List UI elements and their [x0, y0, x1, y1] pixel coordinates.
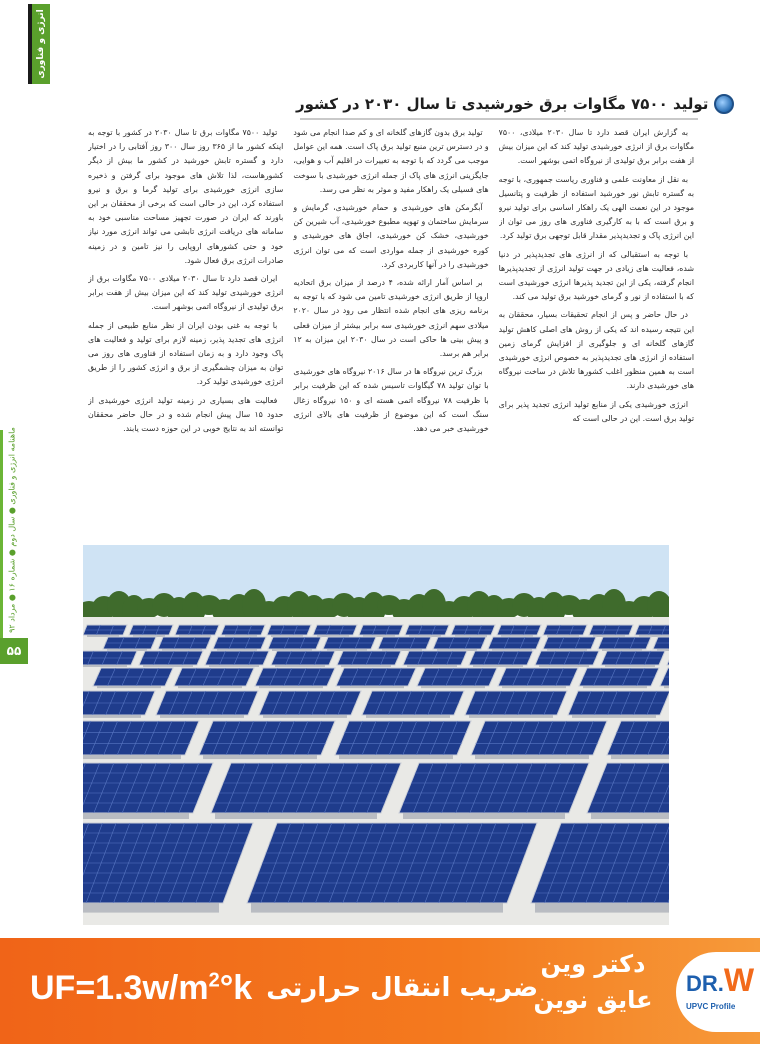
panel-mount — [83, 755, 181, 759]
section-tab — [28, 4, 50, 84]
panel-mount — [215, 813, 377, 819]
logo-dr: DR. — [686, 971, 724, 996]
drwin-logo — [676, 952, 760, 1032]
globe-icon — [714, 94, 734, 114]
panel-mount — [475, 755, 589, 759]
article-title: تولید ۷۵۰۰ مگاوات برق خورشیدی تا سال ۲۰۳۰ در کشور — [296, 95, 709, 113]
panel-mount — [178, 686, 242, 688]
uf-spec — [30, 958, 538, 1018]
solar-panel-illustration — [83, 545, 669, 925]
logo-w: W — [723, 962, 755, 998]
article-title-bar — [296, 92, 709, 116]
paragraph: بر اساس آمار ارائه شده، ۴ درصد از میزان برق اتحادیه اروپا از طریق انرژی خورشیدی تامین می شود که با توجه به برنامه ریزی های انجام شده انتظار می رود در سال ۲۰۲۰ میلادی سهم انرژی خورشیدی سه برابر بیشتر از میزان فعلی و پیش بینی ها حاکی است در سال ۲۰۳۰ این میزان به ۱۲ برابر هم برسد. — [293, 278, 489, 359]
panel-mount — [502, 686, 566, 688]
brand-name-fa — [518, 946, 668, 1018]
uf-prefix: UF=1.3w/m — [30, 968, 209, 1007]
paragraph: انرژی خورشیدی یکی از منابع تولید انرژی تجدید پذیر برای تولید برق است. این در حالی است که — [498, 399, 694, 423]
column-1 — [499, 126, 694, 536]
paragraph: به نقل از معاونت علمی و فناوری ریاست جمهوری، با توجه به گستره تابش نور خورشید استفاده از ظرفیت و پتانسیل موجود در این نعمت الهی یک راهکار اساسی برای تولید نیرو و برق است که با به کارگیری فناوری های روز می توان از این انرژی پاک و تجدیدپذیر مقدار قابل توجهی برق تولید کرد. — [498, 174, 694, 241]
uf-suffix: °k — [219, 968, 253, 1007]
panel-mount — [209, 665, 259, 667]
title-divider — [300, 118, 698, 120]
panel-mount — [83, 665, 127, 667]
paragraph: ایران قصد دارد تا سال ۲۰۳۰ میلادی ۷۵۰۰ مگاوات برق از انرژی خورشیدی تولید کند که این میزان بیش از هفت برابر برق تولیدی از نیروگاه اتمی بوشهر است. — [88, 274, 284, 312]
paragraph: با توجه به غنی بودن ایران از نظر منابع طبیعی از جمله انرژی های تجدید پذیر، زمینه لازم برای تولید و فعالیت های پاک وجود دارد و به زمان استفاده از فناوری های روز می توان به میزان چشمگیری از برق و انرژی کشور را از طریق انرژی خورشیدی تولید کرد. — [88, 320, 284, 387]
panel-mount — [469, 715, 553, 718]
issue-info: ماهنامه انرژی و فناوری ● سال دوم ● شماره ۱۶ ● مرداد ۹۲ — [7, 427, 17, 633]
paragraph: تولید برق بدون گازهای گلخانه ای و کم صدا انجام می شود و در دسترس ترین منبع تولید برق پاک است. همه این عوامل موجب می گردد که با توجه به تغییرات در اقلیم آب و هوایی، جایگزینی انرژی های پاک از جمله انرژی خورشیدی با سوخت های فسیلی یک راهکار مفید و موثر به نظر می رسد. — [293, 128, 489, 194]
article-body — [88, 126, 694, 536]
paragraph: آبگرمکن های خورشیدی و حمام خورشیدی، گرمایش و سرمایش ساختمان و تهویه مطبوع خورشیدی، آب شیرین کن خورشیدی، خشک کن خورشیدی، اجاق های خورشیدی و کوره خورشیدی از جمله مواردی است که می توان انرژی خورشیدی را در آنها کاربردی کرد. — [293, 203, 489, 269]
panel-mount — [366, 715, 450, 718]
panel-mount — [664, 686, 669, 688]
spine-rule — [0, 430, 3, 640]
paragraph: در حال حاضر و پس از انجام تحقیقات بسیار، محققان به این نتیجه رسیده اند که یکی از روش های اصلی کاهش تولید گازهای گلخانه ای و جلوگیری از افزایش گرمای زمین استفاده از انرژی های تجدیدپذیر به خصوص انرژی خورشیدی است به همین منظور اغلب کشورها تلاش در ساخت نیروگاه های خورشیدی دارند. — [498, 310, 694, 391]
page-number: ۵۵ — [0, 638, 28, 664]
panel-mount — [535, 903, 669, 913]
logo-subtitle: UPVC Profile — [686, 1002, 736, 1011]
solar-panel-photo — [83, 545, 669, 925]
panel-mount — [605, 665, 655, 667]
panel-mount — [611, 755, 669, 759]
panel-mount — [160, 715, 244, 718]
panel-mount — [275, 665, 325, 667]
brand-line-2: عایق نوین — [533, 986, 653, 1014]
section-tab-label: انرژی و فناوری — [36, 9, 46, 79]
column-2 — [293, 126, 488, 536]
paragraph: با توجه به استقبالی که از انرژی های تجدیدپذیر در دنیا شده، فعالیت های زیادی در جهت تولید انرژی از تجدیدپذیرها انجام گرفته، یکی از این تجدید پذیرها انرژی خورشیدی است که با استفاده از نور و گرمای خورشید برق تولید می کند. — [498, 249, 694, 302]
panel-mount — [583, 686, 647, 688]
panel-mount — [143, 665, 193, 667]
panel-mount — [407, 665, 457, 667]
uf-label: ضریب انتقال حرارتی — [266, 973, 539, 1003]
panel-mount — [97, 686, 161, 688]
logo-mark — [686, 962, 754, 999]
panel-mount — [339, 755, 453, 759]
panel-mount — [83, 715, 141, 718]
paragraph: تولید ۷۵۰۰ مگاوات برق تا سال ۲۰۳۰ در کشور با توجه به اینکه کشور ما از ۳۶۵ روز سال ۳۰۰ روز آفتابی را در اختیار دارد و گستره تابش خورشید در کشور ما بیش از دیگر کشورهاست، لذا تلاش های موجود برای گرفتن و ذخیره سازی انرژی خورشیدی برای تولید گرما و برق و نیرو استفاده کرد، این در حالی است که برخی از محققان بر این باورند که ایران در صورت تجهیز مساحت مناسبی خود به سامانه های دریافت انرژی تابشی می تواند انرژی مورد نیاز خود و حتی کشورهای اروپایی را نیز تامین و در زمینه صادرات انرژی برق فعال شود. — [88, 128, 284, 265]
brand-line-1: دکتر وین — [540, 950, 646, 978]
column-3 — [88, 126, 283, 536]
paragraph: بزرگ ترین نیروگاه ها در سال ۲۰۱۶ نیروگاه های خورشیدی با توان تولید ۷۸ گیگاوات تاسیس شده که این ظرفیت برابر با ظرفیت ۷۸ نیروگاه اتمی هسته ای و ۱۵۰ نیروگاه زغال سنگ است که این موضوع از ظرفیت های بالای انرژی خورشیدی خبر می دهد. — [293, 367, 489, 434]
panel-mount — [263, 715, 347, 718]
uf-exponent: 2 — [208, 969, 220, 992]
solar-panel — [83, 721, 199, 755]
panel-mount — [539, 665, 589, 667]
ad-banner — [0, 938, 760, 1044]
panel-mount — [473, 665, 523, 667]
panel-mount — [83, 813, 189, 819]
solar-panel — [83, 763, 213, 813]
panel-mount — [572, 715, 656, 718]
panel-mount — [83, 903, 219, 913]
panel-mount — [340, 686, 404, 688]
panel-mount — [421, 686, 485, 688]
panel-mount — [591, 813, 669, 819]
panel-mount — [403, 813, 565, 819]
panel-mount — [259, 686, 323, 688]
paragraph: به گزارش ایران قصد دارد تا سال ۲۰۳۰ میلادی، ۷۵۰۰ مگاوات برق از انرژی خورشیدی تولید کند که این میزان بیش از هفت برابر برق تولیدی از نیروگاه اتمی بوشهر است. — [498, 128, 694, 166]
paragraph: فعالیت های بسیاری در زمینه تولید انرژی خورشیدی از حدود ۱۵ سال پیش انجام شده و در حال حاضر محققان توانسته اند به نتایج خوبی در این حوزه دست یابند. — [88, 395, 284, 434]
panel-mount — [341, 665, 391, 667]
panel-mount — [251, 903, 503, 913]
uf-value — [30, 969, 252, 1008]
panel-mount — [203, 755, 317, 759]
